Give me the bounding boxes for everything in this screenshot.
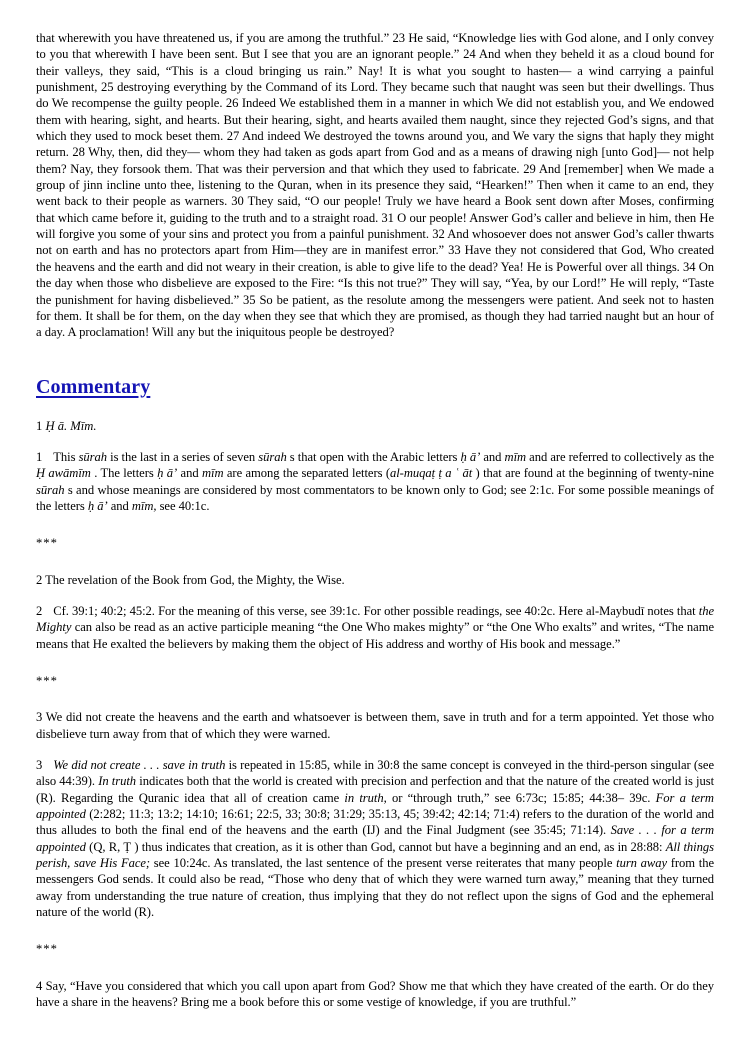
section-separator-3: *** (36, 942, 58, 957)
verse-line-3: 3 We did not create the heavens and the earth and whatsoever is between them, save in truth and for a term appointed. Yet those who disbelieve turn away from that of which they were warned. (36, 710, 714, 741)
commentary-note-1 (36, 449, 714, 514)
section-separator-2: *** (36, 673, 58, 688)
verse-line-1 (36, 418, 714, 434)
note-number-1: 1 (36, 449, 43, 464)
verse-text-1: Ḥ ā. Mīm. (45, 418, 97, 433)
verse-number-1: 1 (36, 418, 43, 433)
note-body-3: We did not create . . . save in truth is repeated in 15:85, while in 30:8 the same concept is conveyed in the third-person singular (see also 44:39). In truth indicates both that the world is created with precision and perfection and that the nature of the created world is just (R). Regarding the Quranic idea that all of creation came in truth, or “through truth,” see 6:73c; 15:85; 44:38– 39c. For a term appointed (2:282; 11:3; 13:2; 14:10; 16:61; 22:5, 33; 30:8; 31:29; 35:13, 45; 39:42; 42:14; 71:4) refers to the duration of the world and thus alludes to both the final end of the heavens and the earth (IJ) and the Final Judgment (see 35:45; 71:14). Save . . . for a term appointed (Q, R, Ṭ ) thus indicates that creation, as it is other than God, cannot but have a beginning and an end, as in 28:88: All things perish, save His Face; see 10:24c. As translated, the last sentence of the present verse reiterates that many people turn away from the messengers God sends. It could also be read, “Those who deny that of which they were warned turn away,” meaning that they turned away from understanding the true nature of creation, thus implying that they do not reflect upon the signs of God and the ephemeral nature of the world (R). (36, 758, 715, 920)
page-content (36, 30, 714, 1010)
section-separator-1: *** (36, 536, 58, 551)
note-body-2: Cf. 39:1; 40:2; 45:2. For the meaning of this verse, see 39:1c. For other possible readings, see 40:2c. Here al-Maybudī notes that the Mighty can also be read as an active participle meaning “the One Who makes mighty” or “the One Who exalts” and writes, “The name means that He exalted the believers by making them the object of His address and worthy of His book and message.” (36, 603, 714, 651)
commentary-note-2 (36, 603, 714, 652)
commentary-note-3 (36, 757, 714, 920)
verse-line-2: 2 The revelation of the Book from God, the Mighty, the Wise. (36, 572, 345, 587)
translation-paragraph: that wherewith you have threatened us, if you are among the truthful.” 23 He said, “Knowledge lies with God alone, and I only convey to you that wherewith I have been sent. But I see that you are an ignorant people.” 24 And when they beheld it as a cloud bound for their valleys, they said, “This is a cloud bringing us rain.” Nay! It is what you sought to hasten— a wind carrying a painful punishment, 25 destroying everything by the Command of its Lord. They became such that naught was seen but their dwellings. Thus do We recompense the guilty people. 26 Indeed We established them in a manner in which We did not establish you, and We endowed them with hearing, sight, and hearts. But their hearing, sight, and hearts availed them naught, since they rejected God’s signs, and that which they used to mock beset them. 27 And indeed We destroyed the towns around you, and We vary the signs that haply they might return. 28 Why, then, did they— whom they had taken as gods apart from God and as a means of drawing nigh [unto God]— not help them? Nay, they forsook them. That was their perversion and that which they used to fabricate. 29 And [remember] when We made a group of jinn incline unto thee, listening to the Quran, when in its presence they said, “Hearken!” Then when it came to an end, they went back to their people as warners. 30 They said, “O our people! Truly we have heard a Book sent down after Moses, confirming that which came before it, guiding to the truth and to a straight road. 31 O our people! Answer God’s caller and believe in him, then He will forgive you some of your sins and protect you from a painful punishment. 32 And whosoever does not answer God’s caller thwarts not on earth and has no protectors apart from Him—they are in manifest error.” 33 Have they not considered that God, Who created the heavens and the earth and did not weary in their creation, is able to give life to the dead? Yea! He is Powerful over all things. 34 On the day when those who disbelieve are exposed to the Fire: “Is this not true?” They will say, “Yea, by our Lord!” He will reply, “Taste the punishment for having disbelieved.” 35 So be patient, as the resolute among the messengers were patient. And seek not to hasten for them. It shall be for them, on the day when they see that which they are promised, as though they had tarried naught but an hour of a day. A proclamation! Will any but the iniquitous people be destroyed? (36, 31, 714, 340)
note-number-2: 2 (36, 603, 43, 618)
commentary-heading: Commentary (36, 375, 151, 398)
verse-line-4: 4 Say, “Have you considered that which you call upon apart from God? Show me that which they have created of the earth. Or do they have a share in the heavens? Bring me a book before this or some vestige of knowledge, if you are truthful.” (36, 978, 714, 1010)
note-number-3: 3 (36, 758, 43, 772)
note-body-1: This sūrah is the last in a series of seven sūrah s that open with the Arabic letters ḥ ā’ and mīm and are referred to collectively as the Ḥ awāmīm . The letters ḥ ā’ and mīm are among the separated letters (al-muqaṭ ṭ a ʿ āt ) that are found at the beginning of twenty-nine sūrah s and whose meanings are considered by most commentators to be known only to God; see 2:1c. For some possible meanings of the letters ḥ ā’ and mīm, see 40:1c. (36, 449, 715, 513)
commentary-heading-wrap (36, 341, 714, 398)
